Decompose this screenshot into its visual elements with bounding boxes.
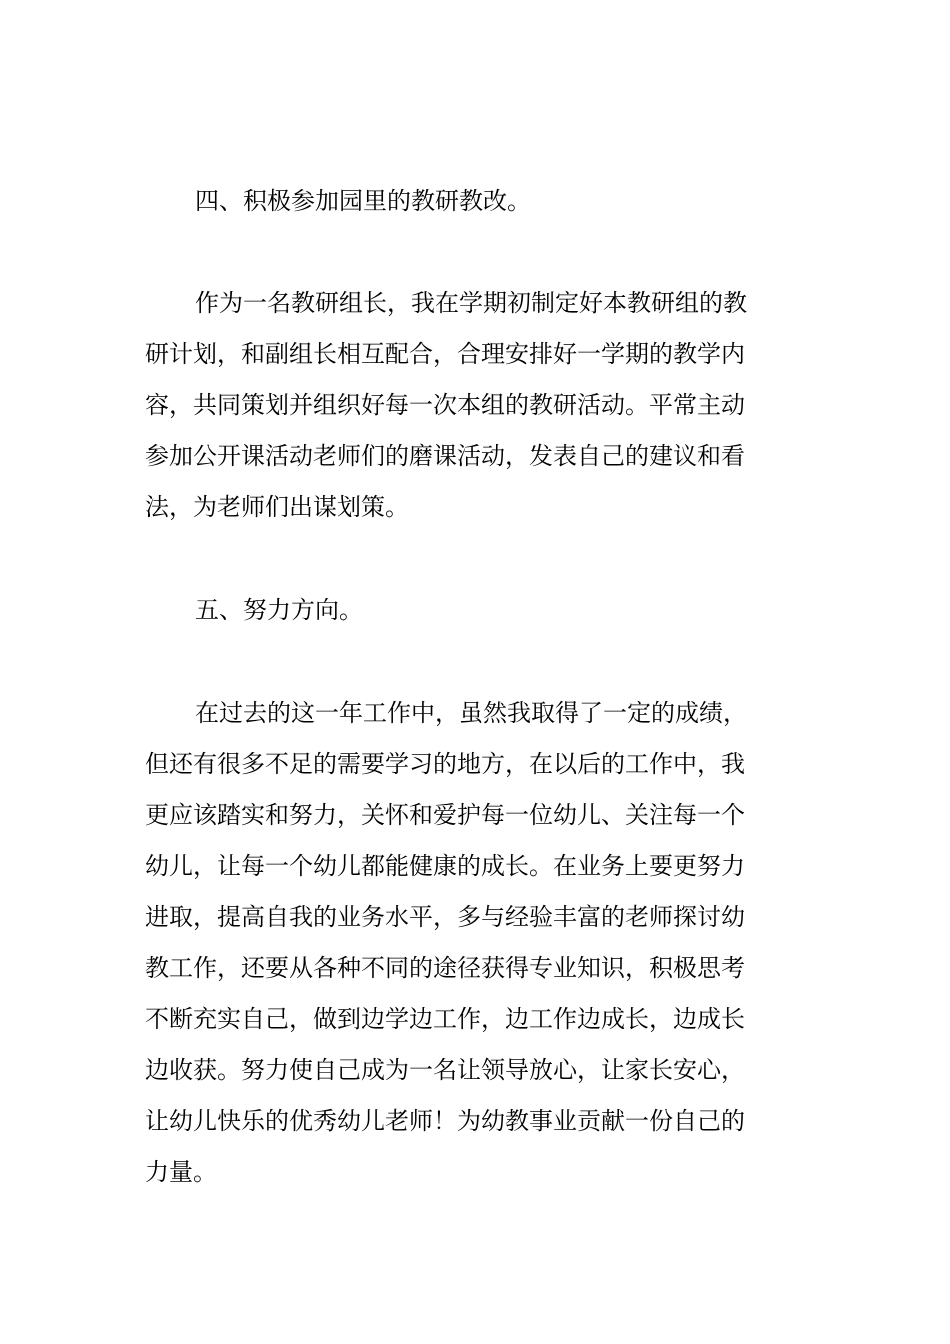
paragraph-line: 但还有很多不足的需要学习的地方，在以后的工作中，我 [145,750,745,778]
paragraph-line: 在过去的这一年工作中，虽然我取得了一定的成绩， [195,699,747,727]
paragraph-line: 边收获。努力使自己成为一名让领导放心，让家长安心， [145,1056,745,1084]
paragraph-line: 力量。 [145,1158,217,1186]
paragraph-line: 让幼儿快乐的优秀幼儿老师！为幼教事业贡献一份自己的 [145,1107,745,1135]
paragraph-line: 教工作，还要从各种不同的途径获得专业知识，积极思考 [145,954,745,982]
paragraph-spacing [145,227,807,278]
paragraph-line: 更应该踏实和努力，关怀和爱护每一位幼儿、关注每一个 [145,801,745,829]
paragraph-spacing [145,533,807,585]
paragraph-spacing [145,636,807,688]
paragraph-line: 作为一名教研组长，我在学期初制定好本教研组的教 [195,289,747,317]
paragraph-line: 研计划，和副组长相互配合，合理安排好一学期的教学内 [145,340,745,368]
section-heading: 四、积极参加园里的教研教改。 [195,187,531,215]
paragraph-line: 容，共同策划并组织好每一次本组的教研活动。平常主动 [145,391,745,419]
paragraph-line: 幼儿，让每一个幼儿都能健康的成长。在业务上要更努力 [145,852,745,880]
paragraph [145,278,807,533]
paragraph [145,688,807,1198]
document-body [145,176,807,1198]
paragraph-line: 法，为老师们出谋划策。 [145,493,409,521]
paragraph-line: 参加公开课活动老师们的磨课活动，发表自己的建议和看 [145,442,745,470]
paragraph-line: 不断充实自己，做到边学边工作，边工作边成长，边成长 [145,1005,745,1033]
paragraph-line: 进取，提高自我的业务水平，多与经验丰富的老师探讨幼 [145,903,745,931]
section-heading: 五、努力方向。 [195,596,363,624]
